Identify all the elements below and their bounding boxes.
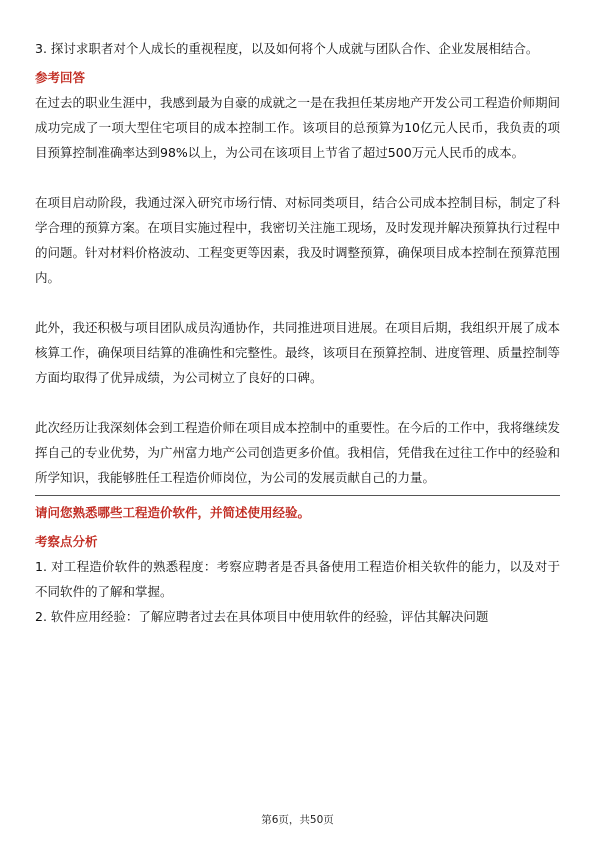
answer-paragraph-3: 此外，我还积极与项目团队成员沟通协作，共同推进项目进展。在项目后期，我组织开展了成本核算工作，确保项目结算的准确性和完整性。最终，该项目在预算控制、进度管理、质量控制等方面均取得了优异成绩，为公司树立了良好的口碑。	[35, 320, 561, 385]
analysis-point-1: 1. 对工程造价软件的熟悉程度：考察应聘者是否具备使用工程造价相关软件的能力，以及对于不同软件的了解和掌握。	[35, 559, 560, 599]
answer-paragraph-2: 在项目启动阶段，我通过深入研究市场行情、对标同类项目，结合公司成本控制目标，制定了科学合理的预算方案。在项目实施过程中，我密切关注施工现场，及时发现并解决预算执行过程中的问题。针对材料价格波动、工程变更等因素，我及时调整预算，确保项目成本控制在预算范围内。	[35, 195, 561, 285]
interview-question: 请问您熟悉哪些工程造价软件，并简述使用经验。	[35, 505, 311, 520]
section-divider	[35, 495, 560, 496]
assessment-point-3: 3. 探讨求职者对个人成长的重视程度，以及如何将个人成就与团队合作、企业发展相结合。	[35, 41, 539, 56]
page-content	[35, 36, 560, 629]
reference-answer-heading: 参考回答	[35, 70, 86, 85]
paragraph-gap	[35, 290, 560, 315]
answer-paragraph-4: 此次经历让我深刻体会到工程造价师在项目成本控制中的重要性。在今后的工作中，我将继续发挥自己的专业优势，为广州富力地产公司创造更多价值。我相信，凭借我在过往工作中的经验和所学知识，我能够胜任工程造价师岗位，为公司的发展贡献自己的力量。	[35, 420, 561, 485]
paragraph-gap	[35, 390, 560, 415]
paragraph-gap	[35, 165, 560, 190]
page-number-footer: 第6页，共50页	[261, 814, 334, 826]
analysis-point-2: 2. 软件应用经验：了解应聘者过去在具体项目中使用软件的经验，评估其解决问题	[35, 609, 489, 624]
answer-paragraph-1: 在过去的职业生涯中，我感到最为自豪的成就之一是在我担任某房地产开发公司工程造价师期间成功完成了一项大型住宅项目的成本控制工作。该项目的总预算为10亿元人民币，我负责的项目预算控制准确率达到98%以上，为公司在该项目上节省了超过500万元人民币的成本。	[35, 95, 561, 160]
analysis-heading: 考察点分析	[35, 534, 98, 549]
